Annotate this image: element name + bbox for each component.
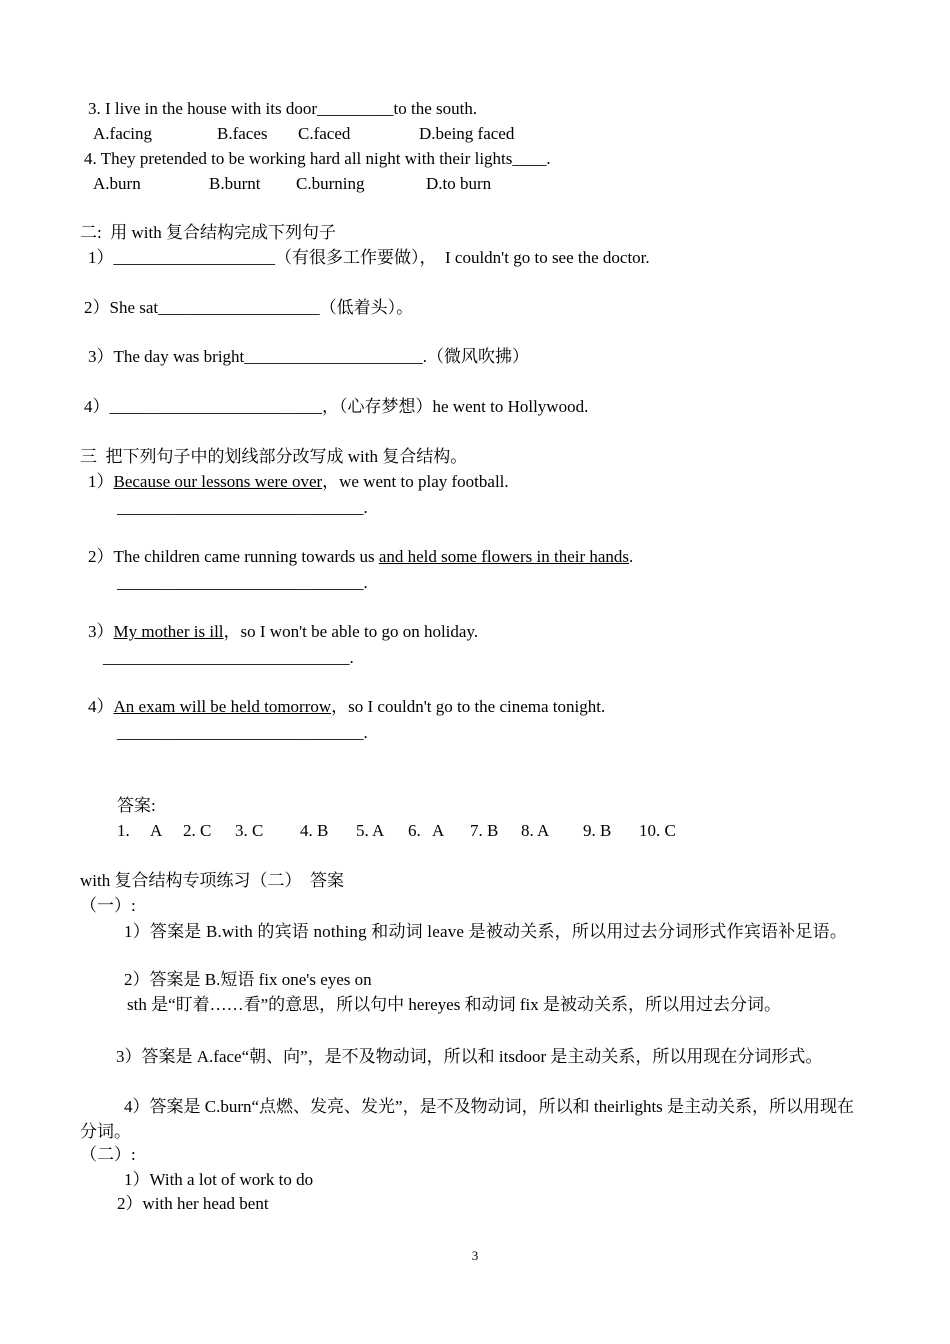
answers-label: 答案: <box>117 796 156 815</box>
section-3-item-1: 1）Because our lessons were over，we went to play football. <box>88 472 509 491</box>
section-2-item-4: 4）_________________________，（心存梦想）he went to Hollywood. <box>84 397 589 416</box>
section-2-item-1: 1）___________________（有很多工作要做）， I couldn't go to see the doctor. <box>88 248 650 267</box>
answer-item: 2. C <box>183 821 212 840</box>
explain-title: with 复合结构专项练习（二） 答案 <box>80 871 344 890</box>
answer-item: 6. <box>408 821 421 840</box>
q3-option-c: C.faced <box>298 124 351 143</box>
q4-option-c: C.burning <box>296 174 365 193</box>
q3-option-a: A.facing <box>93 124 153 143</box>
section-2-item-3: 3）The day was bright_____________________.（微风吹拂） <box>88 347 530 366</box>
section-3-item-3: 3）My mother is ill，so I won't be able to go on holiday. <box>88 622 479 641</box>
explain-item-2a: 2）答案是 B.短语 fix one's eyes on <box>124 970 372 989</box>
answer-item: 3. C <box>235 821 264 840</box>
answer-item: A <box>432 821 445 840</box>
explain-item-2b: sth 是“盯着……看”的意思，所以句中 hereyes 和动词 fix 是被动关系，所以用过去分词。 <box>127 995 781 1014</box>
answer-part-2-item-1: 1）With a lot of work to do <box>124 1170 314 1189</box>
q4-option-b: B.burnt <box>209 174 261 193</box>
explain-part-1-label: （一）: <box>80 896 136 915</box>
answer-item: 1. <box>117 821 130 840</box>
answer-item: 7. B <box>470 821 499 840</box>
answer-part-2-item-2: 2）with her head bent <box>117 1194 269 1213</box>
explain-part-2-label: （二）: <box>80 1145 136 1164</box>
section-2-item-2: 2）She sat___________________（低着头）。 <box>84 298 414 317</box>
explain-item-4: 4）答案是 C.burn“点燃、发亮、发光”，是不及物动词，所以和 theirlights 是主动关系，所以用现在分词。 <box>80 1097 855 1141</box>
q4-option-a: A.burn <box>93 174 141 193</box>
question-4-stem: 4. They pretended to be working hard all night with their lights____. <box>84 149 551 168</box>
answer-item: A <box>150 821 163 840</box>
section-2-title: 二: 用 with 复合结构完成下列句子 <box>80 223 336 242</box>
answer-blank-4: _____________________________. <box>117 723 368 742</box>
answer-item: 5. A <box>356 821 385 840</box>
answer-item: 4. B <box>300 821 329 840</box>
explain-item-1: 1）答案是 B.with 的宾语 nothing 和动词 leave 是被动关系，所以用过去分词形式作宾语补足语。 <box>124 922 848 941</box>
q3-option-b: B.faces <box>217 124 268 143</box>
answer-blank-3: _____________________________. <box>103 648 354 667</box>
answer-item: 10. C <box>639 821 676 840</box>
q4-option-d: D.to burn <box>426 174 492 193</box>
q3-option-d: D.being faced <box>419 124 515 143</box>
section-3-item-2: 2）The children came running towards us and held some flowers in their hands. <box>88 547 634 566</box>
page-number: 3 <box>471 1248 479 1263</box>
explain-item-3: 3）答案是 A.face“朝、向”，是不及物动词，所以和 itsdoor 是主动关系，所以用现在分词形式。 <box>116 1047 823 1066</box>
question-3-stem: 3. I live in the house with its door_________to the south. <box>88 99 478 118</box>
section-3-title: 三 把下列句子中的划线部分改写成 with 复合结构。 <box>80 447 468 466</box>
answer-blank-1: _____________________________. <box>117 498 368 517</box>
answer-item: 9. B <box>583 821 612 840</box>
answer-item: 8. A <box>521 821 550 840</box>
section-3-item-4: 4）An exam will be held tomorrow，so I couldn't go to the cinema tonight. <box>88 697 606 716</box>
answer-blank-2: _____________________________. <box>117 573 368 592</box>
